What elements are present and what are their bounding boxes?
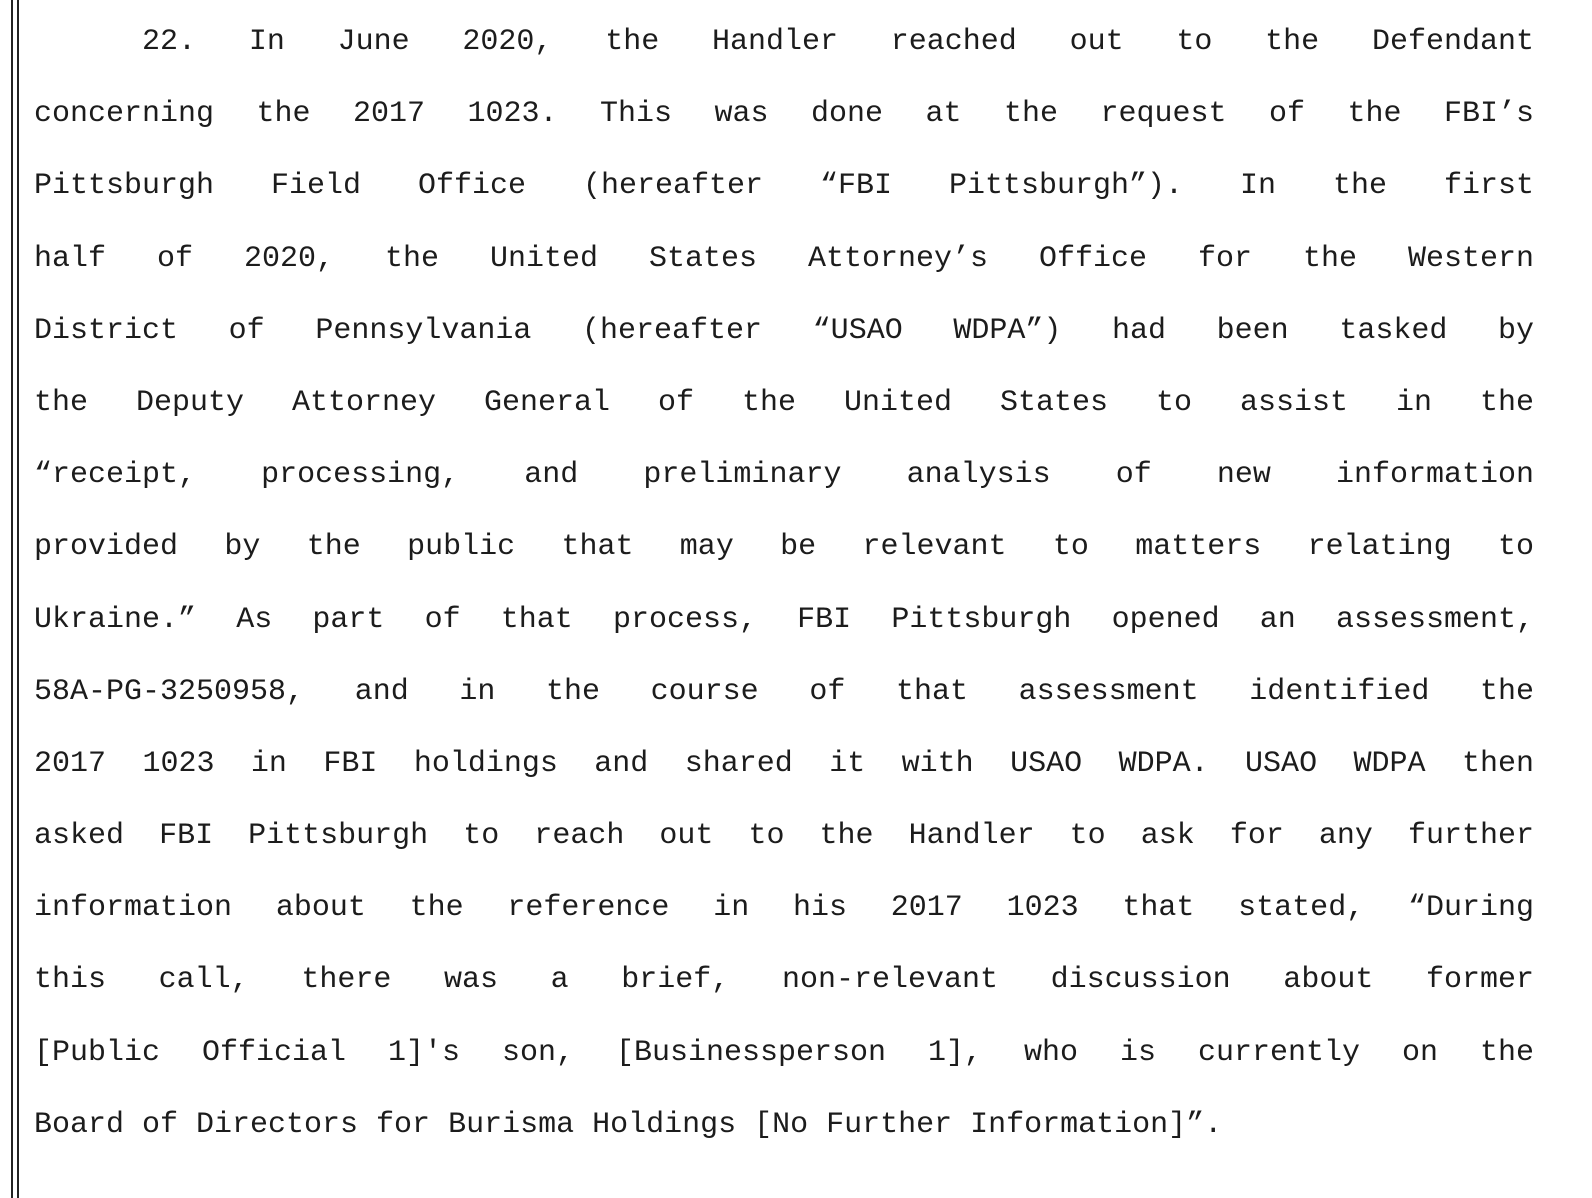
paragraph-line — [34, 6, 1534, 78]
paragraph-line: “receipt, processing, and preliminary analysis of new information — [34, 458, 1534, 493]
paragraph-line: District of Pennsylvania (hereafter “USAO WDPA”) had been tasked by — [34, 313, 1534, 348]
paragraph-line: half of 2020, the United States Attorney’s Office for the Western — [34, 241, 1534, 276]
paragraph-line: provided by the public that may be relevant to matters relating to — [34, 530, 1534, 565]
paragraph-line-last: Board of Directors for Burisma Holdings [No Further Information]”. — [34, 1107, 1223, 1142]
paragraph-line: 58A-PG-3250958, and in the course of that assessment identified the — [34, 674, 1534, 709]
paragraph-22 — [34, 6, 1534, 1161]
paragraph-line: this call, there was a brief, non-relevant discussion about former — [34, 963, 1534, 998]
paragraph-line: concerning the 2017 1023. This was done at the request of the FBI’s — [34, 97, 1534, 132]
paragraph-line: Ukraine.” As part of that process, FBI Pittsburgh opened an assessment, — [34, 602, 1534, 637]
paragraph-line: 2017 1023 in FBI holdings and shared it with USAO WDPA. USAO WDPA then — [34, 746, 1534, 781]
paragraph-number: 22. — [142, 25, 197, 59]
paragraph-line: Pittsburgh Field Office (hereafter “FBI Pittsburgh”). In the first — [34, 169, 1534, 204]
line-text: In June 2020, the Handler reached out to the Defendant — [248, 25, 1534, 59]
paragraph-line: [Public Official 1]'s son, [Businessperson 1], who is currently on the — [34, 1035, 1534, 1070]
paragraph-line: information about the reference in his 2017 1023 that stated, “During — [34, 891, 1534, 926]
paragraph-line: the Deputy Attorney General of the United States to assist in the — [34, 385, 1534, 420]
paragraph-line: asked FBI Pittsburgh to reach out to the Handler to ask for any further — [34, 819, 1534, 854]
left-margin-rule — [11, 0, 13, 1198]
left-margin-rule-inner — [17, 0, 19, 1198]
